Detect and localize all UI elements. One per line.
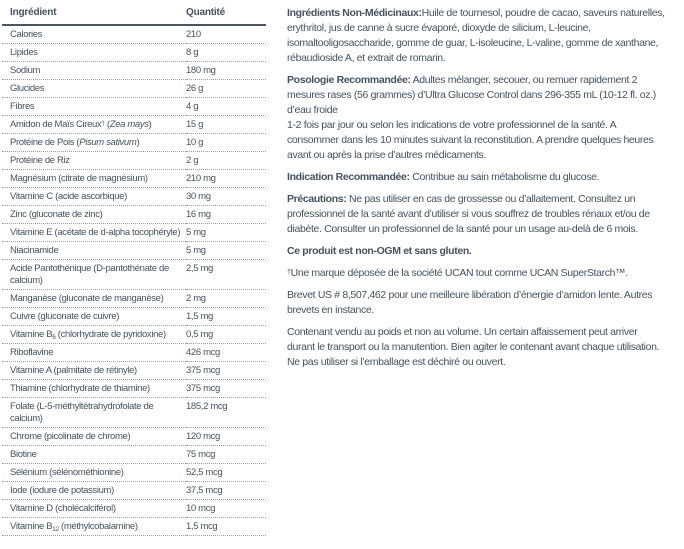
text-run: Ingrédients Non-Médicinaux: (287, 7, 422, 19)
ingredient-quantity: 2,5 mg (186, 260, 266, 290)
text-run: isomaltooligosaccharide, gomme de guar, L-isoleucine, L-valine, gomme de xanthane, (287, 37, 659, 49)
ingredient-quantity: 5 mg (186, 242, 266, 260)
text-run: professionnel de la santé avant d’utiliser si vous souffrez de troubles rénaux et/ou de (287, 208, 650, 220)
ingredient-name (2, 206, 186, 224)
table-row (2, 362, 266, 380)
table-row (2, 290, 266, 308)
ingredient-quantity: 4 g (186, 98, 266, 116)
ingredient-quantity: 8 g (186, 44, 266, 62)
patent-note (287, 288, 684, 318)
text-run: avant ou après la prise d’autres médicaments. (287, 149, 487, 161)
text-run: Iode (iodure de potassium) (10, 485, 114, 496)
ingredient-name (2, 260, 186, 290)
info-column (287, 6, 684, 377)
trademark-note (287, 266, 684, 281)
table-row (2, 518, 266, 536)
text-run: Manganèse (gluconate de manganèse) (10, 293, 164, 304)
ingredient-quantity: 5 mg (186, 224, 266, 242)
table-row (2, 482, 266, 500)
text-run: ) (148, 119, 152, 130)
ingredient-name (2, 500, 186, 518)
text-run: (chlorhydrate de pyridoxine) (55, 329, 166, 340)
table-row (2, 500, 266, 518)
ingredient-name (2, 380, 186, 398)
table-row (2, 344, 266, 362)
recommended-dosage (287, 73, 684, 163)
table-row (2, 446, 266, 464)
ingredients-table (2, 4, 266, 536)
table-row (2, 242, 266, 260)
ingredient-quantity: 26 g (186, 80, 266, 98)
text-run: (méthylcobalamine) (58, 521, 138, 532)
precautions (287, 192, 684, 237)
table-row (2, 134, 266, 152)
ingredient-quantity: 37,5 mcg (186, 482, 266, 500)
table-row (2, 98, 266, 116)
table-row (2, 44, 266, 62)
ingredient-quantity: 75 mcg (186, 446, 266, 464)
text-run: erythritol, jus de canne à sucre évaporé, dioxyde de silicium, L-leucine, (287, 22, 591, 34)
ingredient-name (2, 44, 186, 62)
text-run: Adultes mélanger, secouer, ou remuer rapidement 2 (410, 74, 638, 86)
text-run: Acide Pantothénique (D-pantothénate de calcium) (10, 263, 169, 286)
text-run: Sodium (10, 65, 41, 76)
text-run: Ce produit est non-OGM et sans gluten. (287, 245, 472, 257)
text-run: Ne pas utiliser si l’emballage est déchiré ou ouvert. (287, 356, 506, 368)
text-run: Contenant vendu au poids et non au volume. Un certain affaissement peut arriver (287, 326, 638, 338)
text-run: Riboflavine (10, 347, 54, 358)
text-run: Indication Recommandée: (287, 171, 410, 183)
text-run: Vitamine B (10, 329, 53, 340)
table-row (2, 170, 266, 188)
ingredient-quantity: 16 mg (186, 206, 266, 224)
table-row (2, 308, 266, 326)
ingredient-column-header: Ingrédient (2, 4, 186, 25)
recommended-indication (287, 170, 684, 185)
text-run: Vitamine A (palmitate de rétinyle) (10, 365, 137, 376)
ingredient-name (2, 170, 186, 188)
text-run: Protéine de Riz (10, 155, 70, 166)
non-medicinal-ingredients (287, 6, 684, 66)
text-run: 1-2 fois par jour ou selon les indications de votre professionnel de la santé. A (287, 119, 617, 131)
table-row (2, 152, 266, 170)
table-header-row (2, 4, 266, 25)
text-run: Huile de tournesol, poudre de cacao, saveurs naturelles, (421, 7, 665, 19)
text-run: Contribue au sain métabolisme du glucose. (409, 171, 600, 183)
text-run: Vitamine B (10, 521, 53, 532)
text-run: Précautions: (287, 193, 347, 205)
ingredient-name (2, 80, 186, 98)
text-run: Calories (10, 29, 43, 40)
text-run: Posologie Recommandée: (287, 74, 411, 86)
text-run: Zinc (gluconate de zinc) (10, 209, 103, 220)
table-row (2, 224, 266, 242)
table-row (2, 260, 266, 290)
text-run: Une marque déposée de la société UCAN tout comme UCAN SuperStarch™. (290, 267, 628, 279)
text-run: 6 (52, 333, 56, 341)
ingredient-quantity: 1,5 mcg (186, 518, 266, 536)
ingredient-name (2, 224, 186, 242)
ingredient-quantity: 185,2 mcg (186, 398, 266, 428)
table-row (2, 464, 266, 482)
text-run: † (287, 267, 291, 276)
ingredient-name (2, 62, 186, 80)
ingredient-name (2, 464, 186, 482)
ingredient-quantity: 52,5 mcg (186, 464, 266, 482)
text-run: Folate (L-5-méthyltétrahydrofolate de calcium) (10, 401, 154, 424)
ingredient-quantity: 10 mcg (186, 500, 266, 518)
ingredient-quantity: 120 mcg (186, 428, 266, 446)
text-run: Biotine (10, 449, 37, 460)
text-run: Fibres (10, 101, 35, 112)
ingredient-quantity: 210 (186, 25, 266, 44)
text-run: Pisum sativum (79, 137, 137, 148)
ingredient-quantity: 426 mcg (186, 344, 266, 362)
ingredient-name (2, 398, 186, 428)
text-run: durant le transport ou la manutention. Bien agiter le contenant avant chaque utilisation. (287, 341, 660, 353)
text-run: Sélénium (sélénométhionine) (10, 467, 124, 478)
ingredient-name (2, 428, 186, 446)
table-row (2, 25, 266, 44)
text-run: Chrome (picolinate de chrome) (10, 431, 131, 442)
text-run: Niacinamide (10, 245, 59, 256)
text-run: † (101, 119, 105, 127)
table-row (2, 326, 266, 344)
ingredient-quantity: 210 mg (186, 170, 266, 188)
ingredient-quantity: 375 mcg (186, 380, 266, 398)
table-row (2, 188, 266, 206)
table-row (2, 380, 266, 398)
non-gmo-gluten-free-claim (287, 244, 684, 259)
text-run: 12 (52, 525, 59, 533)
table-row (2, 428, 266, 446)
text-run: ( (104, 119, 110, 130)
text-run: Protéine de Pois ( (10, 137, 80, 148)
table-row (2, 62, 266, 80)
text-run: Cuivre (gluconate de cuivre) (10, 311, 120, 322)
text-run: Vitamine D (cholécalciférol) (10, 503, 116, 514)
ingredient-name (2, 518, 186, 536)
ingredient-name (2, 308, 186, 326)
text-run: Magnésium (citrate de magnésium) (10, 173, 148, 184)
text-run: Vitamine E (acétate de d-alpha tocophéryle) (10, 227, 181, 238)
ingredient-name (2, 188, 186, 206)
ingredient-quantity: 1,5 mg (186, 308, 266, 326)
text-run: Ne pas utiliser en cas de grossesse ou d’allaitement. Consultez un (346, 193, 636, 205)
ingredient-quantity: 375 mcg (186, 362, 266, 380)
ingredient-name (2, 116, 186, 134)
ingredient-name (2, 362, 186, 380)
ingredient-name (2, 25, 186, 44)
text-run: Zea mays (109, 119, 149, 130)
text-run: Brevet US # 8,507,462 pour une meilleure libération d’énergie d’amidon lente. Autres (287, 289, 653, 301)
ingredient-name (2, 98, 186, 116)
ingredient-quantity: 30 mg (186, 188, 266, 206)
ingredient-name (2, 446, 186, 464)
ingredient-quantity: 2 g (186, 152, 266, 170)
ingredient-quantity: 10 g (186, 134, 266, 152)
ingredient-quantity: 15 g (186, 116, 266, 134)
ingredients-tbody (2, 25, 266, 536)
text-run: diabète. Consulter un professionnel de la santé pour un usage au-delà de 6 mois. (287, 223, 638, 235)
text-run: rébaudioside A, et extrait de romarin. (287, 52, 446, 64)
text-run: Vitamine C (acide ascorbique) (10, 191, 127, 202)
ingredient-name (2, 152, 186, 170)
table-row (2, 116, 266, 134)
text-run: brevets en instance. (287, 304, 374, 316)
text-run: Glucides (10, 83, 45, 94)
ingredient-quantity: 0,5 mg (186, 326, 266, 344)
text-run: Amidon de Maïs Cireux (10, 119, 102, 130)
table-row (2, 206, 266, 224)
ingredients-table-section (2, 4, 266, 536)
ingredient-name (2, 290, 186, 308)
ingredient-name (2, 344, 186, 362)
ingredient-name (2, 134, 186, 152)
text-run: Thiamine (chlorhydrate de thiamine) (10, 383, 150, 394)
ingredient-name (2, 482, 186, 500)
quantity-column-header: Quantité (186, 4, 266, 25)
ingredient-quantity: 180 mg (186, 62, 266, 80)
text-run: mesures rases (56 grammes) d’Ultra Glucose Control dans 296-355 mL (10-12 fl. oz.) (287, 89, 656, 101)
text-run: Lipides (10, 47, 38, 58)
text-run: consommer dans les 10 minutes suivant la reconstitution. A prendre quelques heures (287, 134, 654, 146)
text-run: d’eau froide (287, 104, 338, 116)
packaging-note (287, 325, 684, 370)
ingredient-name (2, 326, 186, 344)
text-run: ) (136, 137, 140, 148)
table-row (2, 80, 266, 98)
ingredient-name (2, 242, 186, 260)
ingredient-quantity: 2 mg (186, 290, 266, 308)
table-row (2, 398, 266, 428)
